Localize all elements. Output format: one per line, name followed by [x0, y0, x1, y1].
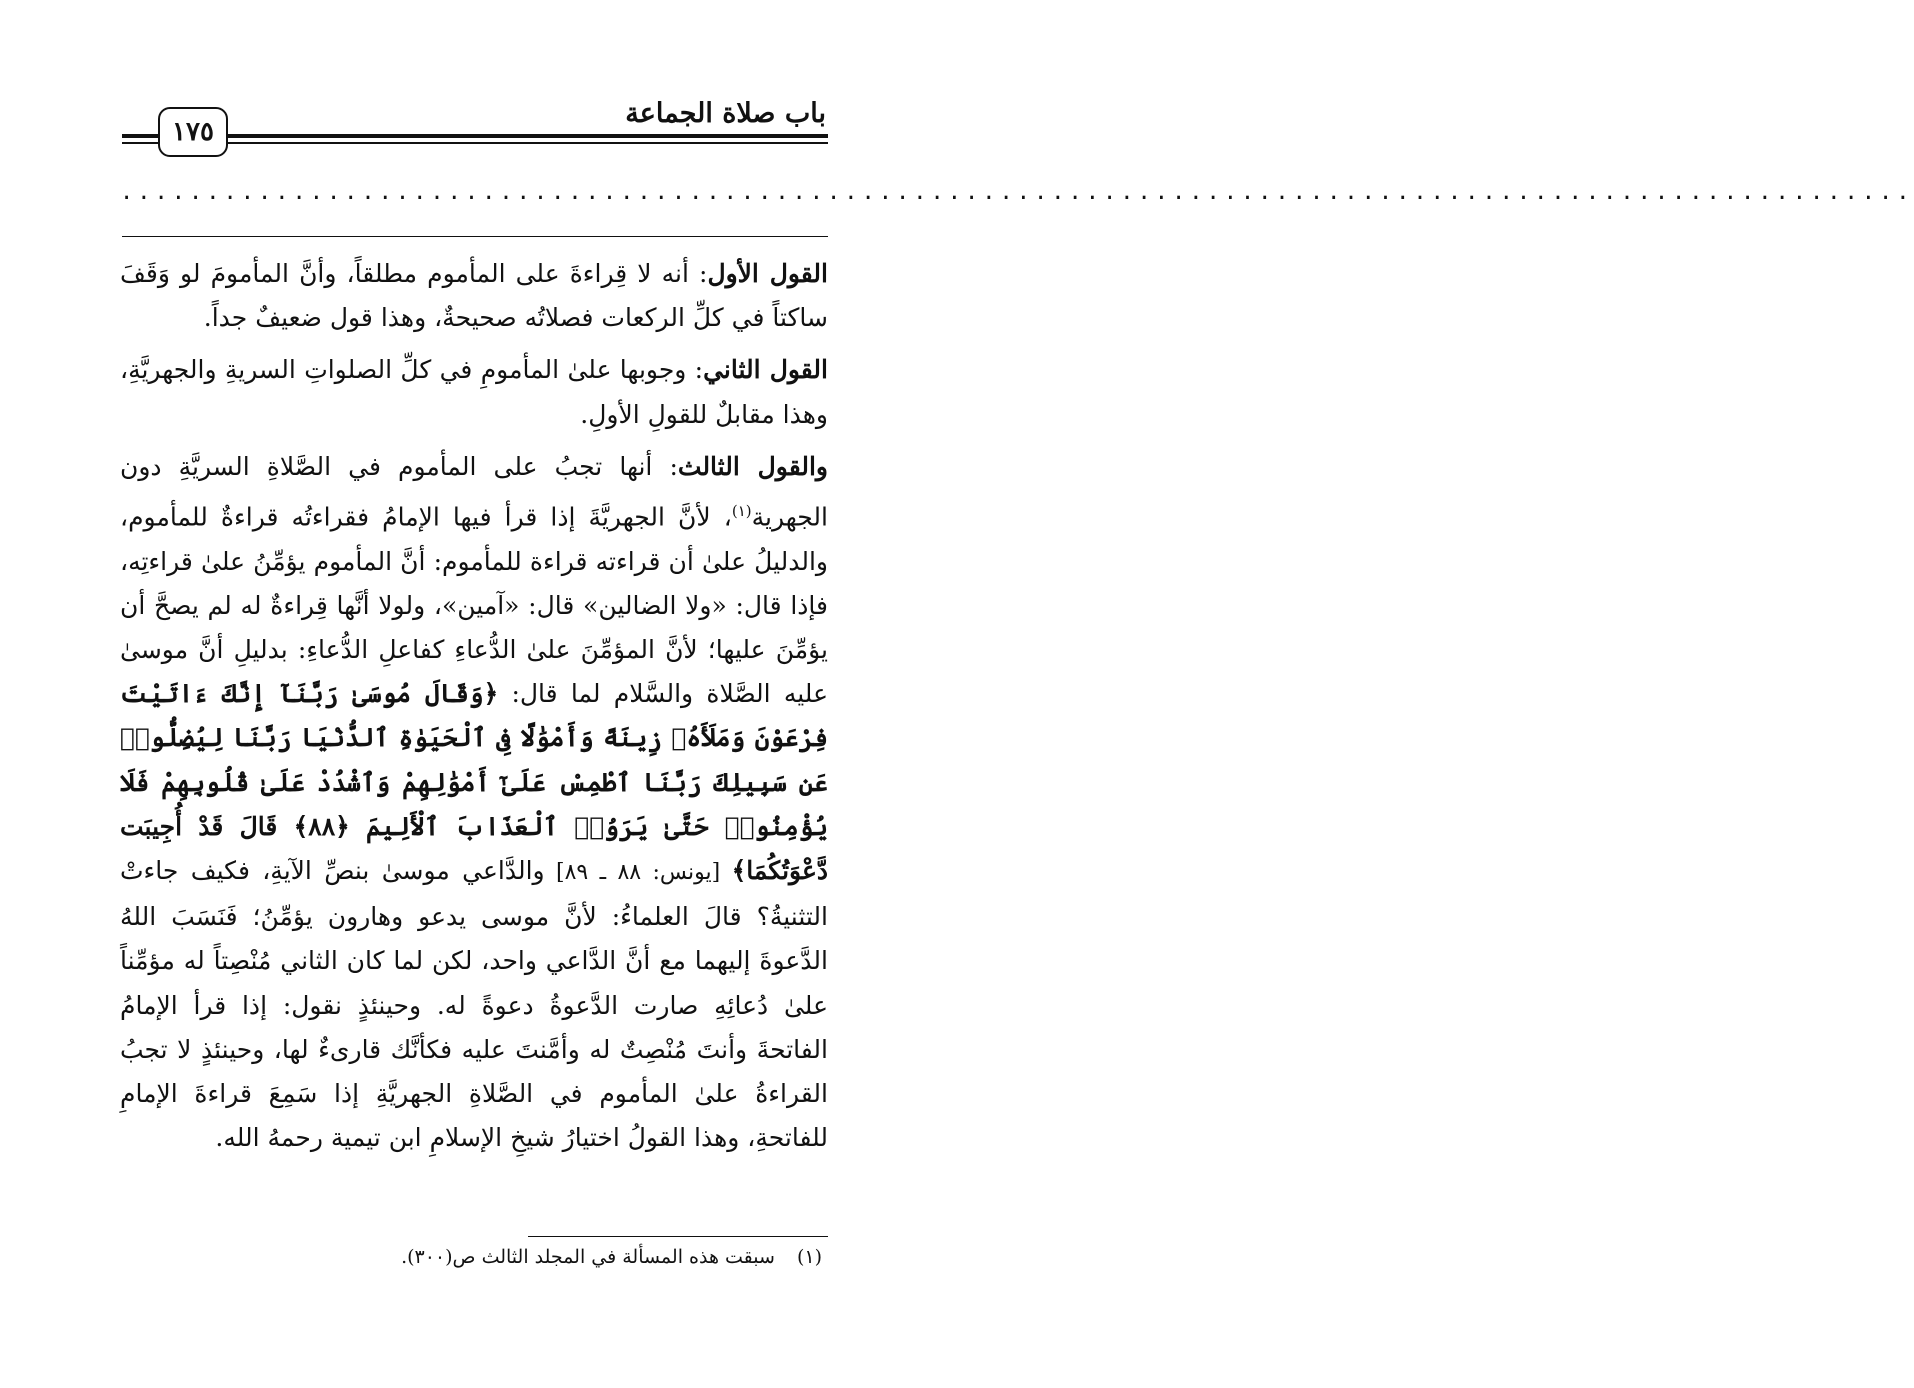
paragraph-text: : أنه لا قِراءةَ على المأموم مطلقاً، وأنَّ المأمومَ لو وَقَفَ ساكتاً في كلِّ الركعات فصلاتُه صحيحةٌ، وهذا قول ضعيفٌ جداً.	[120, 259, 828, 333]
footnote	[120, 1246, 822, 1268]
paragraph-lead: القول الأول	[707, 259, 828, 288]
paragraph-text: ، لأنَّ الجهريَّةَ إذا قرأ فيها الإمامُ فقراءتُه قراءةٌ للمأموم، والدليلُ علىٰ أن قراءته قراءة للمأموم: أنَّ المأموم يؤمِّنُ علىٰ قراءتِه، فإذا قال: «ولا الضالين» قال: «آمين»، ولولا أنَّها قِراءةٌ له لم يصحَّ أن يؤمِّنَ عليها؛ لأنَّ المؤمِّنَ علىٰ الدُّعاءِ كفاعلِ الدُّعاءِ: بدليلِ أنَّ موسىٰ عليه الصَّلاة والسَّلام لما قال:	[120, 502, 828, 709]
paragraph-text: : وجوبها علىٰ المأمومِ في كلِّ الصلواتِ السريةِ والجهريَّةِ، وهذا مقابلٌ للقولِ الأولِ.	[120, 355, 828, 429]
footnote-rule	[528, 1236, 828, 1237]
paragraph-third-opinion	[120, 445, 828, 1161]
paragraph-lead: والقول الثالث	[677, 451, 828, 481]
paragraph-second-opinion	[120, 348, 828, 436]
footnote-text: سبقت هذه المسألة في المجلد الثالث ص(٣٠٠).	[401, 1246, 775, 1268]
chapter-title: باب صلاة الجماعة	[625, 98, 826, 129]
footnote-number: (١)	[796, 1246, 822, 1268]
paragraph-text: والدَّاعي موسىٰ بنصِّ الآيةِ، فكيف جاءتْ التثنيةُ؟ قالَ العلماءُ: لأنَّ موسى يدعو وهارون يؤمِّنُ؛ فَنَسَبَ اللهُ الدَّعوةَ إليهما مع أنَّ الدَّاعي واحد، لكن لما كان الثاني مُنْصِتاً له مؤمِّناً علىٰ دُعائِهِ صارت الدَّعوةُ دعوةً له. وحينئذٍ نقول: إذا قرأ الإمامُ الفاتحةَ وأنتَ مُنْصِتٌ له وأمَّنتَ عليه فكأنَّك قارىءٌ لها، وحينئذٍ لا تجبُ القراءةُ علىٰ المأموم في الصَّلاةِ الجهريَّةِ إذا سَمِعَ قراءةَ الإمامِ للفاتحةِ، وهذا القولُ اختيارُ شيخِ الإسلامِ ابن تيمية رحمهُ الله.	[120, 855, 828, 1153]
verse-reference: [يونس: ٨٨ ـ ٨٩]	[544, 859, 732, 885]
dotted-divider: ........................................................................................................	[120, 180, 1914, 205]
main-text	[120, 252, 828, 1168]
footnote-marker[interactable]: (١)	[731, 502, 752, 521]
section-rule	[122, 236, 828, 237]
paragraph-text: : أنها تجبُ على المأموم في الصَّلاةِ السريَّةِ دون الجهرية	[120, 451, 828, 532]
page-number: ١٧٥	[158, 107, 228, 157]
quran-verse: ﴿وَقَالَ مُوسَىٰ رَبَّنَآ إِنَّكَ ءَاتَيْتَ فِرْعَوْنَ وَمَلَأَهُۥ زِينَةً وَأَمْوَٰلًا فِى ٱلْحَيَوٰةِ ٱلدُّنْيَا رَبَّنَا لِيُضِلُّوا۟ عَن سَبِيلِكَ رَبَّنَا ٱطْمِسْ عَلَىٰٓ أَمْوَٰلِهِمْ وَٱشْدُدْ عَلَىٰ قُلُوبِهِمْ فَلَا يُؤْمِنُوا۟ حَتَّىٰ يَرَوُا۟ ٱلْعَذَابَ ٱلْأَلِيمَ ﴿٨٨﴾ قَالَ قَدْ أُجِيبَت دَّعْوَتُكُمَا﴾	[120, 679, 829, 885]
paragraph-first-opinion	[120, 252, 828, 340]
paragraph-lead: القول الثاني	[703, 355, 828, 385]
